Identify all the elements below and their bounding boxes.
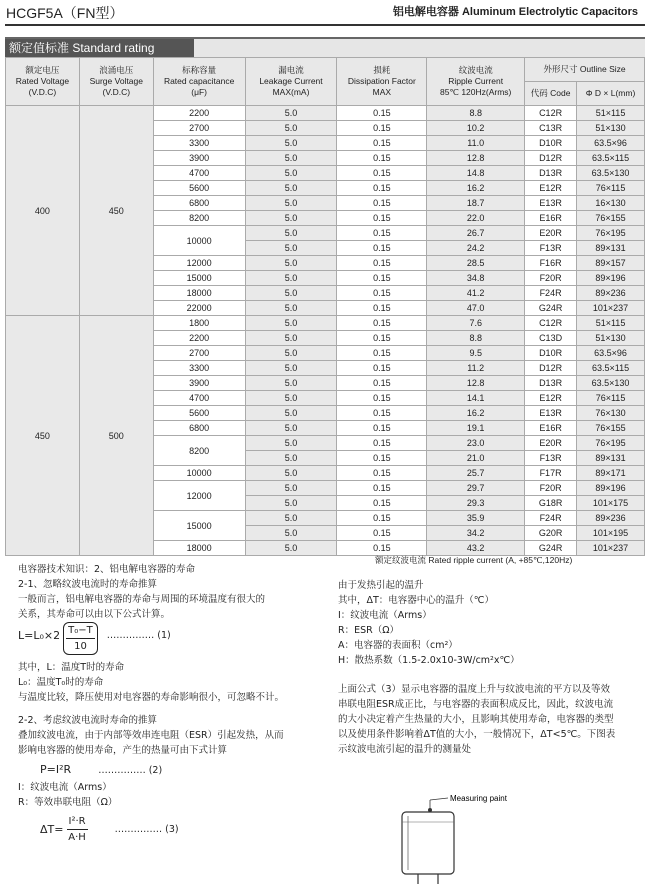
capacitance-cell: 5600 (153, 406, 245, 421)
leakage-cell: 5.0 (245, 316, 337, 331)
code-cell: D13R (525, 166, 577, 181)
r-quote-3: 的大小决定着产生热量的大小，且影响其使用寿命，电容器的类型 (338, 714, 614, 725)
col-code: 代码 Code (525, 82, 577, 106)
leakage-cell: 5.0 (245, 436, 337, 451)
size-cell: 51×130 (577, 331, 645, 346)
leakage-cell: 5.0 (245, 466, 337, 481)
formula-3-lhs: ΔT= (40, 823, 64, 836)
ripple-cell: 34.8 (427, 271, 525, 286)
capacitance-cell: 12000 (153, 256, 245, 271)
capacitance-cell: 6800 (153, 421, 245, 436)
s2-where-2: R：等效串联电阻（Ω） (18, 797, 118, 808)
size-cell: 101×237 (577, 301, 645, 316)
capacitance-cell: 10000 (153, 466, 245, 481)
ripple-cell: 7.6 (427, 316, 525, 331)
size-cell: 51×115 (577, 106, 645, 121)
formula-2-dots: …………… (2) (98, 765, 163, 776)
size-cell: 101×237 (577, 541, 645, 556)
dissipation-cell: 0.15 (337, 496, 427, 511)
size-cell: 89×157 (577, 256, 645, 271)
leakage-cell: 5.0 (245, 136, 337, 151)
s1-where-2: L₀：温度T₀时的寿命 (18, 677, 104, 688)
catalog-title: 铝电解电容器 Aluminum Electrolytic Capacitors (392, 6, 638, 18)
size-cell: 51×130 (577, 121, 645, 136)
dissipation-cell: 0.15 (337, 391, 427, 406)
leakage-cell: 5.0 (245, 346, 337, 361)
ripple-cell: 14.1 (427, 391, 525, 406)
dissipation-cell: 0.15 (337, 376, 427, 391)
leakage-cell: 5.0 (245, 421, 337, 436)
size-cell: 89×171 (577, 466, 645, 481)
s2-para-2: 影响电容器的使用寿命，产生的热量可由下式计算 (18, 745, 228, 756)
measuring-paint-label: Measuring paint (450, 794, 507, 803)
leakage-cell: 5.0 (245, 196, 337, 211)
capacitance-cell: 1800 (153, 316, 245, 331)
r-quote-5: 示纹波电流引起的温升的测量处 (338, 744, 472, 755)
leakage-cell: 5.0 (245, 241, 337, 256)
size-cell: 63.5×96 (577, 346, 645, 361)
size-cell: 16×130 (577, 196, 645, 211)
code-cell: F20R (525, 271, 577, 286)
s1-where-3: 与温度比较，降压使用对电容器的寿命影响很小，可忽略不计。 (18, 692, 285, 703)
capacitance-cell: 3300 (153, 136, 245, 151)
formula-3-denominator: A·H (68, 832, 86, 843)
code-cell: G18R (525, 496, 577, 511)
code-cell: E20R (525, 226, 577, 241)
s2-para-1: 叠加纹波电流，由于内部等效串连电阻（ESR）引起发热，从而 (18, 730, 284, 741)
capacitance-cell: 18000 (153, 286, 245, 301)
size-cell: 89×196 (577, 481, 645, 496)
size-cell: 76×195 (577, 226, 645, 241)
capacitance-cell: 3300 (153, 361, 245, 376)
size-cell: 101×195 (577, 526, 645, 541)
capacitor-body (402, 812, 454, 874)
s1-para-1: 一般而言，铝电解电容器的寿命与周围的环境温度有很大的 (18, 594, 266, 605)
code-cell: E13R (525, 196, 577, 211)
measuring-leader (430, 798, 448, 800)
col-leakage: 漏电流 Leakage Current MAX(mA) (245, 58, 337, 106)
rated-voltage-cell: 450 (6, 316, 80, 556)
size-cell: 51×115 (577, 316, 645, 331)
capacitance-cell: 15000 (153, 271, 245, 286)
size-cell: 63.5×130 (577, 166, 645, 181)
dissipation-cell: 0.15 (337, 466, 427, 481)
knowledge-right (338, 578, 638, 757)
dissipation-cell: 0.15 (337, 406, 427, 421)
capacitance-cell: 15000 (153, 511, 245, 541)
ripple-cell: 14.8 (427, 166, 525, 181)
s1-where-1: 其中，L：温度T时的寿命 (18, 662, 125, 673)
dissipation-cell: 0.15 (337, 256, 427, 271)
formula-3 (18, 810, 338, 844)
surge-voltage-cell: 450 (79, 106, 153, 316)
leakage-cell: 5.0 (245, 121, 337, 136)
formula-3-fraction (67, 814, 88, 845)
rated-voltage-cell: 400 (6, 106, 80, 316)
r-quote-2: 串联电阻ESR成正比，与电容器的表面积成反比，因此，纹波电流 (338, 699, 614, 710)
code-cell: C13D (525, 331, 577, 346)
s2-title: 2-2、考虑纹波电流时寿命的推算 (18, 715, 158, 726)
ripple-cell: 24.2 (427, 241, 525, 256)
dissipation-cell: 0.15 (337, 166, 427, 181)
leakage-cell: 5.0 (245, 481, 337, 496)
capacitance-cell: 2200 (153, 331, 245, 346)
capacitance-cell: 10000 (153, 226, 245, 256)
col-outline: 外形尺寸 Outline Size (525, 58, 645, 82)
col-rated-voltage: 额定电压 Rated Voltage (V.D.C) (6, 58, 80, 106)
ripple-cell: 18.7 (427, 196, 525, 211)
dissipation-cell: 0.15 (337, 526, 427, 541)
code-cell: D12R (525, 151, 577, 166)
r-quote-4: 以及使用条件影响着ΔT值的大小，一般情况下，ΔT<5℃。下图表 (338, 729, 616, 740)
leakage-cell: 5.0 (245, 331, 337, 346)
r-para-6: H：散热系数（1.5-2.0x10-3W/cm²x℃） (338, 655, 520, 666)
ripple-cell: 29.3 (427, 496, 525, 511)
s1-para-2: 关系，其寿命可以由以下公式计算。 (18, 609, 171, 620)
col-surge-voltage: 浪涌电压 Surge Voltage (V.D.C) (79, 58, 153, 106)
rating-table (5, 57, 645, 556)
ripple-cell: 8.8 (427, 106, 525, 121)
code-cell: C12R (525, 106, 577, 121)
size-cell: 63.5×115 (577, 361, 645, 376)
ripple-cell: 43.2 (427, 541, 525, 556)
formula-3-numerator: I²·R (67, 814, 88, 830)
dissipation-cell: 0.15 (337, 151, 427, 166)
capacitance-cell: 6800 (153, 196, 245, 211)
capacitance-cell: 8200 (153, 436, 245, 466)
size-cell: 63.5×115 (577, 151, 645, 166)
dissipation-cell: 0.15 (337, 106, 427, 121)
size-cell: 76×115 (577, 391, 645, 406)
table-footnote: 额定纹波电流 Rated ripple current (A, +85℃,120Hz) (375, 555, 573, 565)
leakage-cell: 5.0 (245, 181, 337, 196)
dissipation-cell: 0.15 (337, 421, 427, 436)
ripple-cell: 29.7 (427, 481, 525, 496)
header-rule (5, 24, 645, 26)
ripple-cell: 10.2 (427, 121, 525, 136)
formula-1-exponent (63, 622, 98, 655)
capacitance-cell: 12000 (153, 481, 245, 511)
code-cell: F16R (525, 256, 577, 271)
knowledge-title: 电容器技术知识：2、铝电解电容器的寿命 (18, 564, 196, 575)
leakage-cell: 5.0 (245, 301, 337, 316)
leakage-cell: 5.0 (245, 226, 337, 241)
formula-1-dots: …………… (1) (106, 630, 171, 641)
size-cell: 89×131 (577, 451, 645, 466)
code-cell: F20R (525, 481, 577, 496)
dissipation-cell: 0.15 (337, 181, 427, 196)
capacitor-drawing (390, 792, 530, 884)
leakage-cell: 5.0 (245, 451, 337, 466)
ripple-cell: 47.0 (427, 301, 525, 316)
code-cell: G24R (525, 541, 577, 556)
ripple-cell: 22.0 (427, 211, 525, 226)
dissipation-cell: 0.15 (337, 211, 427, 226)
capacitance-cell: 8200 (153, 211, 245, 226)
dissipation-cell: 0.15 (337, 436, 427, 451)
code-cell: D10R (525, 136, 577, 151)
capacitance-cell: 3900 (153, 376, 245, 391)
dissipation-cell: 0.15 (337, 286, 427, 301)
ripple-cell: 26.7 (427, 226, 525, 241)
leakage-cell: 5.0 (245, 376, 337, 391)
size-cell: 89×236 (577, 286, 645, 301)
surge-voltage-cell: 500 (79, 316, 153, 556)
r-para-3: I：纹波电流（Arms） (338, 610, 432, 621)
dissipation-cell: 0.15 (337, 301, 427, 316)
ripple-cell: 8.8 (427, 331, 525, 346)
formula-2-expr: P=I²R (40, 763, 72, 776)
size-cell: 63.5×96 (577, 136, 645, 151)
capacitance-cell: 5600 (153, 181, 245, 196)
dissipation-cell: 0.15 (337, 316, 427, 331)
code-cell: E16R (525, 211, 577, 226)
r-quote-1: 上面公式（3）显示电容器的温度上升与纹波电流的平方以及等效 (338, 684, 611, 695)
col-dissipation: 损耗 Dissipation Factor MAX (337, 58, 427, 106)
leakage-cell: 5.0 (245, 511, 337, 526)
s1-title: 2-1、忽略纹波电流时的寿命推算 (18, 579, 158, 590)
leakage-cell: 5.0 (245, 166, 337, 181)
r-para-1: 由于发热引起的温升 (338, 580, 424, 591)
size-cell: 63.5×130 (577, 376, 645, 391)
dissipation-cell: 0.15 (337, 451, 427, 466)
code-cell: E13R (525, 406, 577, 421)
dissipation-cell: 0.15 (337, 121, 427, 136)
dissipation-cell: 0.15 (337, 241, 427, 256)
size-cell: 89×236 (577, 511, 645, 526)
page-header (0, 0, 650, 22)
dissipation-cell: 0.15 (337, 541, 427, 556)
table-row (6, 316, 645, 331)
dissipation-cell: 0.15 (337, 346, 427, 361)
code-cell: E12R (525, 181, 577, 196)
capacitor-leads (418, 874, 438, 884)
col-ripple: 纹波电流 Ripple Current 85℃ 120Hz(Arms) (427, 58, 525, 106)
code-cell: C13R (525, 121, 577, 136)
capacitance-cell: 3900 (153, 151, 245, 166)
code-cell: D13R (525, 376, 577, 391)
ripple-cell: 34.2 (427, 526, 525, 541)
col-dims: Φ D × L(mm) (577, 82, 645, 106)
leakage-cell: 5.0 (245, 496, 337, 511)
ripple-cell: 35.9 (427, 511, 525, 526)
ripple-cell: 16.2 (427, 406, 525, 421)
r-para-2: 其中，ΔT：电容器中心的温升（℃） (338, 595, 494, 606)
knowledge-left (18, 562, 338, 844)
ripple-cell: 11.0 (427, 136, 525, 151)
dissipation-cell: 0.15 (337, 226, 427, 241)
ripple-cell: 41.2 (427, 286, 525, 301)
code-cell: F17R (525, 466, 577, 481)
code-cell: D12R (525, 361, 577, 376)
formula-1-lhs: L=L₀×2 (18, 629, 61, 642)
formula-2 (18, 758, 338, 780)
code-cell: G20R (525, 526, 577, 541)
leakage-cell: 5.0 (245, 406, 337, 421)
leakage-cell: 5.0 (245, 526, 337, 541)
formula-1-fraction (66, 623, 95, 654)
leakage-cell: 5.0 (245, 106, 337, 121)
size-cell: 89×131 (577, 241, 645, 256)
ripple-cell: 12.8 (427, 151, 525, 166)
table-body (6, 106, 645, 556)
capacitance-cell: 4700 (153, 391, 245, 406)
dissipation-cell: 0.15 (337, 511, 427, 526)
formula-3-dots: …………… (3) (114, 824, 179, 835)
size-cell: 76×155 (577, 421, 645, 436)
code-cell: F24R (525, 511, 577, 526)
leakage-cell: 5.0 (245, 211, 337, 226)
capacitance-cell: 22000 (153, 301, 245, 316)
leakage-cell: 5.0 (245, 391, 337, 406)
dissipation-cell: 0.15 (337, 136, 427, 151)
code-cell: E20R (525, 436, 577, 451)
ripple-cell: 11.2 (427, 361, 525, 376)
ripple-cell: 25.7 (427, 466, 525, 481)
size-cell: 76×115 (577, 181, 645, 196)
leakage-cell: 5.0 (245, 541, 337, 556)
leakage-cell: 5.0 (245, 286, 337, 301)
size-cell: 76×155 (577, 211, 645, 226)
size-cell: 89×196 (577, 271, 645, 286)
formula-1-numerator: T₀−T (66, 623, 95, 639)
dissipation-cell: 0.15 (337, 196, 427, 211)
code-cell: F24R (525, 286, 577, 301)
code-cell: G24R (525, 301, 577, 316)
s2-where-1: I：纹波电流（Arms） (18, 782, 112, 793)
dissipation-cell: 0.15 (337, 361, 427, 376)
leakage-cell: 5.0 (245, 151, 337, 166)
capacitance-cell: 4700 (153, 166, 245, 181)
section-band (5, 37, 645, 57)
ripple-cell: 9.5 (427, 346, 525, 361)
ripple-cell: 28.5 (427, 256, 525, 271)
formula-1-denominator: 10 (74, 641, 87, 652)
ripple-cell: 19.1 (427, 421, 525, 436)
col-capacitance: 标称容量 Rated capacitance (μF) (153, 58, 245, 106)
r-para-5: A：电容器的表面积（cm²） (338, 640, 458, 651)
size-cell: 101×175 (577, 496, 645, 511)
leakage-cell: 5.0 (245, 361, 337, 376)
code-cell: C12R (525, 316, 577, 331)
ripple-cell: 16.2 (427, 181, 525, 196)
section-title: 额定值标准 Standard rating (5, 39, 194, 57)
model-title: HCGF5A（FN型） (6, 5, 124, 21)
capacitance-cell: 2200 (153, 106, 245, 121)
leakage-cell: 5.0 (245, 271, 337, 286)
ripple-cell: 21.0 (427, 451, 525, 466)
capacitance-cell: 2700 (153, 121, 245, 136)
code-cell: E12R (525, 391, 577, 406)
leakage-cell: 5.0 (245, 256, 337, 271)
r-para-4: R：ESR（Ω） (338, 625, 399, 636)
code-cell: F13R (525, 241, 577, 256)
code-cell: E16R (525, 421, 577, 436)
formula-1 (18, 622, 338, 660)
size-cell: 76×195 (577, 436, 645, 451)
ripple-cell: 23.0 (427, 436, 525, 451)
dissipation-cell: 0.15 (337, 331, 427, 346)
capacitance-cell: 2700 (153, 346, 245, 361)
ripple-cell: 12.8 (427, 376, 525, 391)
code-cell: F13R (525, 451, 577, 466)
code-cell: D10R (525, 346, 577, 361)
size-cell: 76×130 (577, 406, 645, 421)
capacitance-cell: 18000 (153, 541, 245, 556)
dissipation-cell: 0.15 (337, 481, 427, 496)
table-row (6, 106, 645, 121)
dissipation-cell: 0.15 (337, 271, 427, 286)
